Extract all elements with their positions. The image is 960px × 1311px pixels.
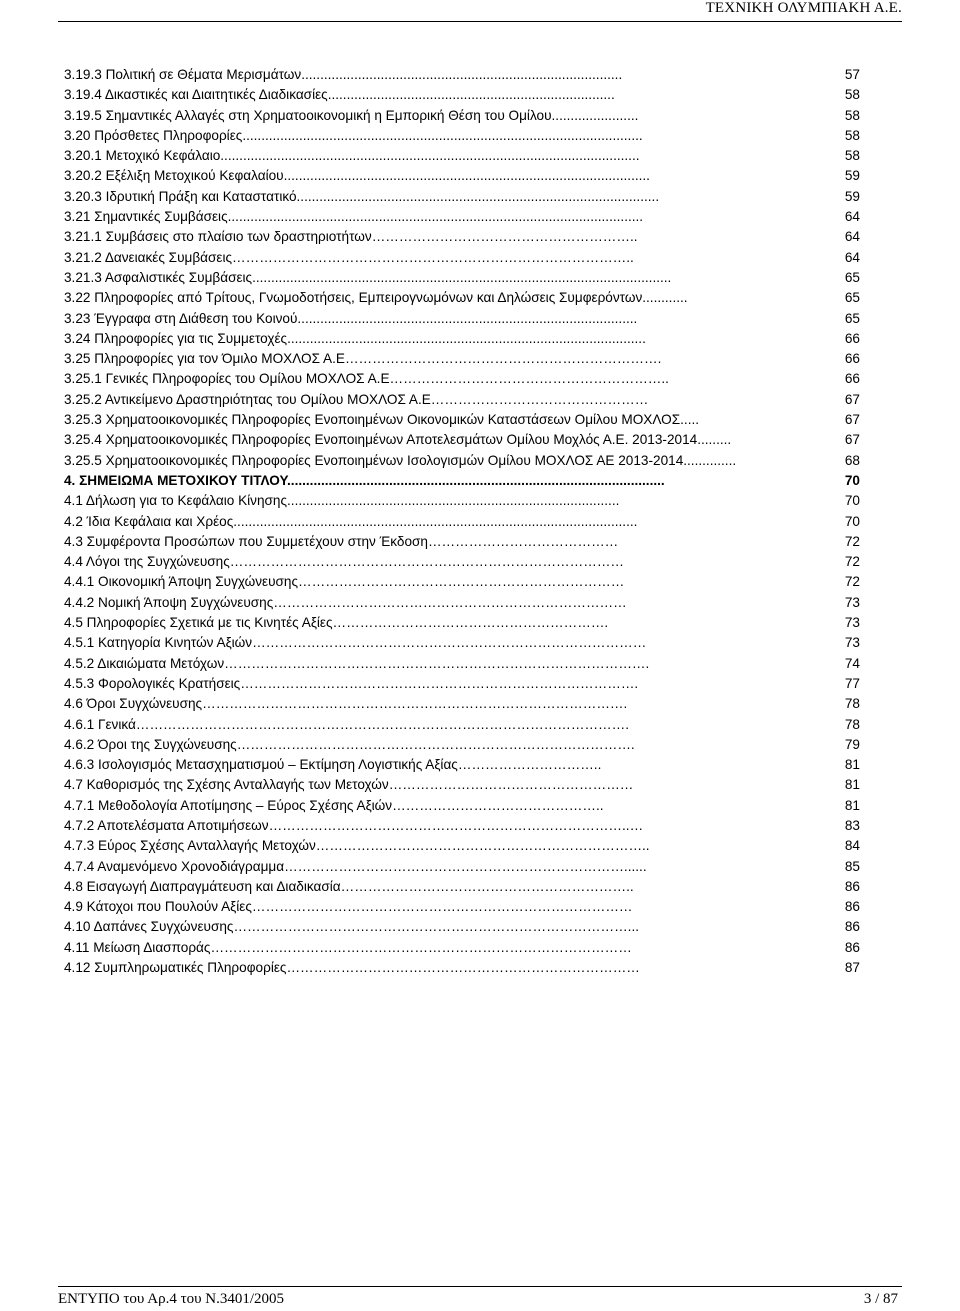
toc-entry[interactable]	[64, 857, 864, 877]
toc-entry-label: 3.19.5 Σημαντικές Αλλαγές στη Χρηματοοικονομική η Εμπορική Θέση του Ομίλου.......................	[64, 107, 639, 123]
toc-entry-label: 4.6.2 Όροι της Συγχώνευσης…………………………………………………………………………….	[64, 736, 635, 752]
toc-entry-page: 67	[844, 432, 860, 448]
toc-entry-label: 3.20.3 Ιδρυτική Πράξη και Καταστατικό................................................................................................	[64, 188, 660, 204]
toc-entry-label: 4.5.2 Δικαιώματα Μετόχων………………………………………………………………………………….	[64, 655, 650, 671]
toc-entry[interactable]	[64, 796, 864, 816]
toc-entry[interactable]	[64, 654, 864, 674]
toc-entry-label: 3.22 Πληροφορίες από Τρίτους, Γνωμοδοτήσεις, Εμπειρογνωμόνων και Δηλώσεις Συμφερόντων............	[64, 290, 688, 306]
toc-entry[interactable]	[64, 512, 864, 532]
toc-entry-label: 4.12 Συμπληρωματικές Πληροφορίες……………………………………………………………………	[64, 960, 640, 976]
toc-entry-page: 67	[844, 412, 860, 428]
toc-entry[interactable]	[64, 187, 864, 207]
toc-entry-page: 65	[844, 310, 860, 326]
toc-entry-page: 78	[844, 716, 860, 732]
toc-entry-label: 4.3 Συμφέροντα Προσώπων που Συμμετέχουν στην Έκδοση……………………………………	[64, 533, 619, 549]
toc-entry-page: 73	[844, 635, 860, 651]
toc-entry[interactable]	[64, 735, 864, 755]
toc-entry[interactable]	[64, 410, 864, 430]
toc-entry-label: 3.21.1 Συμβάσεις στο πλαίσιο των δραστηριοτήτων…………………………………………………..	[64, 229, 638, 245]
toc-entry-page: 64	[844, 229, 860, 245]
toc-entry[interactable]	[64, 674, 864, 694]
toc-entry-page: 86	[844, 939, 860, 955]
toc-entry-page: 65	[844, 290, 860, 306]
toc-entry[interactable]	[64, 572, 864, 592]
toc-entry-page: 74	[844, 655, 860, 671]
toc-entry-page: 79	[844, 736, 860, 752]
toc-entry[interactable]	[64, 938, 864, 958]
toc-entry-label: 4.11 Μείωση Διασποράς…………………………………………………………………………………	[64, 939, 632, 955]
toc-entry[interactable]	[64, 85, 864, 105]
toc-entry[interactable]	[64, 532, 864, 552]
toc-entry-page: 86	[844, 899, 860, 915]
toc-entry-page: 64	[844, 209, 860, 225]
toc-entry-label: 3.25.5 Χρηματοοικονομικές Πληροφορίες Ενοποιημένων Ισολογισμών Ομίλου ΜΟΧΛΟΣ ΑΕ 2013-2014..............	[64, 452, 737, 468]
toc-entry-page: 70	[844, 472, 860, 488]
toc-entry[interactable]	[64, 268, 864, 288]
toc-entry[interactable]	[64, 694, 864, 714]
toc-entry[interactable]	[64, 349, 864, 369]
toc-entry-page: 86	[844, 919, 860, 935]
running-header: ΤΕΧΝΙΚΗ ΟΛΥΜΠΙΑΚΗ Α.Ε.	[705, 0, 902, 16]
toc-entry-page: 81	[844, 757, 860, 773]
footer-document-ref: ΕΝΤΥΠΟ του Αρ.4 του Ν.3401/2005	[58, 1291, 285, 1307]
toc-entry-label: 4.2 Ίδια Κεφάλαια και Χρέος...........................................................................................................	[64, 513, 638, 529]
toc-entry[interactable]	[64, 715, 864, 735]
toc-entry[interactable]	[64, 877, 864, 897]
toc-entry-page: 59	[844, 168, 860, 184]
toc-entry-page: 59	[844, 188, 860, 204]
toc-entry[interactable]	[64, 329, 864, 349]
toc-entry-label: 4.6.1 Γενικά……………………………………………………………………………………………….	[64, 716, 630, 732]
toc-entry-label: 4.10 Δαπάνες Συγχώνευσης……………………………………………………………………………...	[64, 919, 640, 935]
page-number: 3 / 87	[863, 1291, 898, 1307]
toc-entry-label: 3.21.2 Δανειακές Συμβάσεις……………………………………………………………………………..	[64, 249, 634, 265]
toc-entry-label: 3.19.4 Δικαστικές και Διαιτητικές Διαδικασίες............................................................................	[64, 87, 615, 103]
toc-entry-label: 3.21 Σημαντικές Συμβάσεις..............................................................................................................	[64, 209, 644, 225]
toc-entry-page: 72	[844, 574, 860, 590]
toc-entry-page: 84	[844, 838, 860, 854]
toc-entry-page: 72	[844, 554, 860, 570]
toc-entry-page: 65	[844, 269, 860, 285]
toc-entry-label: 4.4.1 Οικονομική Άποψη Συγχώνευσης………………………………………………………………	[64, 574, 625, 590]
toc-entry-page: 72	[844, 533, 860, 549]
toc-entry[interactable]	[64, 897, 864, 917]
toc-entry-label: 3.25.4 Χρηματοοικονομικές Πληροφορίες Ενοποιημένων Αποτελεσμάτων Ομίλου Μοχλός Α.Ε. 2013-2014.........	[64, 432, 732, 448]
toc-entry[interactable]	[64, 958, 864, 978]
toc-entry[interactable]	[64, 471, 864, 491]
toc-entry-page: 86	[844, 878, 860, 894]
toc-entry[interactable]	[64, 816, 864, 836]
toc-entry-label: 4.7 Καθορισμός της Σχέσης Ανταλλαγής των Μετοχών………………………………………………	[64, 777, 634, 793]
toc-entry[interactable]	[64, 430, 864, 450]
toc-entry-label: 4.5.1 Κατηγορία Κινητών Αξιών……………………………………………………………………………	[64, 635, 647, 651]
toc-entry-page: 66	[844, 371, 860, 387]
toc-entry[interactable]	[64, 146, 864, 166]
toc-entry[interactable]	[64, 126, 864, 146]
toc-entry-page: 66	[844, 351, 860, 367]
toc-entry-page: 87	[844, 960, 860, 976]
toc-entry-label: 4.5 Πληροφορίες Σχετικά με τις Κινητές Αξίες…………………………………………………….	[64, 615, 609, 631]
toc-entry-page: 68	[844, 452, 860, 468]
toc-entry[interactable]	[64, 309, 864, 329]
toc-entry-page: 78	[844, 696, 860, 712]
toc-entry-label: 3.24 Πληροφορίες για τις Συμμετοχές...............................................................................................	[64, 330, 646, 346]
toc-entry-label: 3.20 Πρόσθετες Πληροφορίες..........................................................................................................	[64, 127, 643, 143]
toc-entry-label: 3.25 Πληροφορίες για τον Όμιλο ΜΟΧΛΟΣ Α.Ε…………………………………………………………….	[64, 351, 662, 367]
toc-entry[interactable]	[64, 775, 864, 795]
toc-entry-page: 57	[844, 67, 860, 82]
toc-entry-page: 58	[844, 107, 860, 123]
toc-entry-label: 4.1 Δήλωση για το Κεφάλαιο Κίνησης........................................................................................	[64, 493, 620, 509]
toc-entry[interactable]	[64, 166, 864, 186]
toc-entry-label: 4.4 Λόγοι της Συγχώνευσης……………………………………………………………………………	[64, 554, 625, 570]
toc-entry-page: 73	[844, 594, 860, 610]
toc-entry-page: 66	[844, 330, 860, 346]
toc-entry-label: 4.7.3 Εύρος Σχέσης Ανταλλαγής Μετοχών………………………………………………………………..	[64, 838, 650, 854]
toc-entry-label: 4.6 Όροι Συγχώνευσης………………………………………………………………………………….	[64, 696, 628, 712]
toc-entry-page: 58	[844, 148, 860, 164]
toc-entry-label: 4.6.3 Ισολογισμός Μετασχηματισμού – Εκτίμηση Λογιστικής Αξίας…………………………..	[64, 757, 602, 773]
toc-entry[interactable]	[64, 227, 864, 247]
toc-entry-page: 64	[844, 249, 860, 265]
toc-entry-page: 70	[844, 513, 860, 529]
toc-entry[interactable]	[64, 288, 864, 308]
toc-entry-label: 3.19.3 Πολιτική σε Θέματα Μερισμάτων.....................................................................................	[64, 67, 623, 82]
toc-entry-label: 3.21.3 Ασφαλιστικές Συμβάσεις...............................................................................................................	[64, 269, 672, 285]
toc-entry-page: 81	[844, 777, 860, 793]
toc-entry-label: 4.4.2 Νομική Άποψη Συγχώνευσης……………………………………………………………………	[64, 594, 627, 610]
toc-entry-label: 4.7.4 Αναμενόμενο Χρονοδιάγραμμα…………………………………………………………………......	[64, 858, 647, 874]
toc-entry-page: 85	[844, 858, 860, 874]
toc-entry[interactable]	[64, 207, 864, 227]
toc-entry-label: 3.25.1 Γενικές Πληροφορίες του Ομίλου ΜΟΧΛΟΣ Α.Ε……………………………………………………..	[64, 371, 669, 387]
toc-entry[interactable]	[64, 552, 864, 572]
toc-entry[interactable]	[64, 633, 864, 653]
header-divider	[58, 21, 902, 22]
toc-entry[interactable]	[64, 613, 864, 633]
toc-entry[interactable]	[64, 836, 864, 856]
toc-entry-page: 83	[844, 817, 860, 833]
toc-entry-label: 4.7.2 Αποτελέσματα Αποτιμήσεων……………………………………………………………………..…	[64, 817, 644, 833]
toc-entry[interactable]	[64, 65, 864, 85]
footer-divider	[58, 1286, 902, 1287]
toc-entry-label: 3.25.3 Χρηματοοικονομικές Πληροφορίες Ενοποιημένων Οικονομικών Καταστάσεων Ομίλου ΜΟΧΛΟΣ.....	[64, 412, 700, 428]
toc-entry-page: 77	[844, 675, 860, 691]
toc-entry[interactable]	[64, 369, 864, 389]
toc-entry-label: 4.9 Κάτοχοι που Πουλούν Αξίες…………………………………………………………………………	[64, 899, 633, 915]
toc-entry[interactable]	[64, 248, 864, 268]
toc-entry-label: 4.8 Εισαγωγή Διαπραγμάτευση και Διαδικασία………………………………………………………..	[64, 878, 634, 894]
toc-entry-label: 4.5.3 Φορολογικές Κρατήσεις…………………………………………………………………………….	[64, 675, 639, 691]
toc-entry-label: 3.23 Έγγραφα στη Διάθεση του Κοινού..........................................................................................	[64, 310, 638, 326]
toc-entry-page: 67	[844, 391, 860, 407]
toc-entry-label: 3.25.2 Αντικείμενο Δραστηριότητας του Ομίλου ΜΟΧΛΟΣ Α.Ε…………………………………………	[64, 391, 649, 407]
toc-entry[interactable]	[64, 593, 864, 613]
toc-entry-label: 3.20.1 Μετοχικό Κεφάλαιο...............................................................................................................	[64, 148, 640, 164]
toc-entry[interactable]	[64, 390, 864, 410]
toc-entry[interactable]	[64, 491, 864, 511]
toc-entry-page: 58	[844, 127, 860, 143]
toc-entry-label: 3.20.2 Εξέλιξη Μετοχικού Κεφαλαίου.................................................................................................	[64, 168, 650, 184]
table-of-contents	[64, 65, 864, 978]
toc-entry[interactable]	[64, 755, 864, 775]
toc-entry-label: 4.7.1 Μεθοδολογία Αποτίμησης – Εύρος Σχέσης Αξιών………………………………………..	[64, 797, 604, 813]
toc-entry[interactable]	[64, 917, 864, 937]
toc-entry-page: 73	[844, 615, 860, 631]
toc-entry[interactable]	[64, 451, 864, 471]
toc-entry-page: 58	[844, 87, 860, 103]
toc-entry-page: 70	[844, 493, 860, 509]
toc-entry-page: 81	[844, 797, 860, 813]
toc-entry-label: 4. ΣΗΜΕΙΩΜΑ ΜΕΤΟΧΙΚΟΥ ΤΙΤΛΟΥ....................................................................................................	[64, 472, 665, 488]
toc-entry[interactable]	[64, 106, 864, 126]
